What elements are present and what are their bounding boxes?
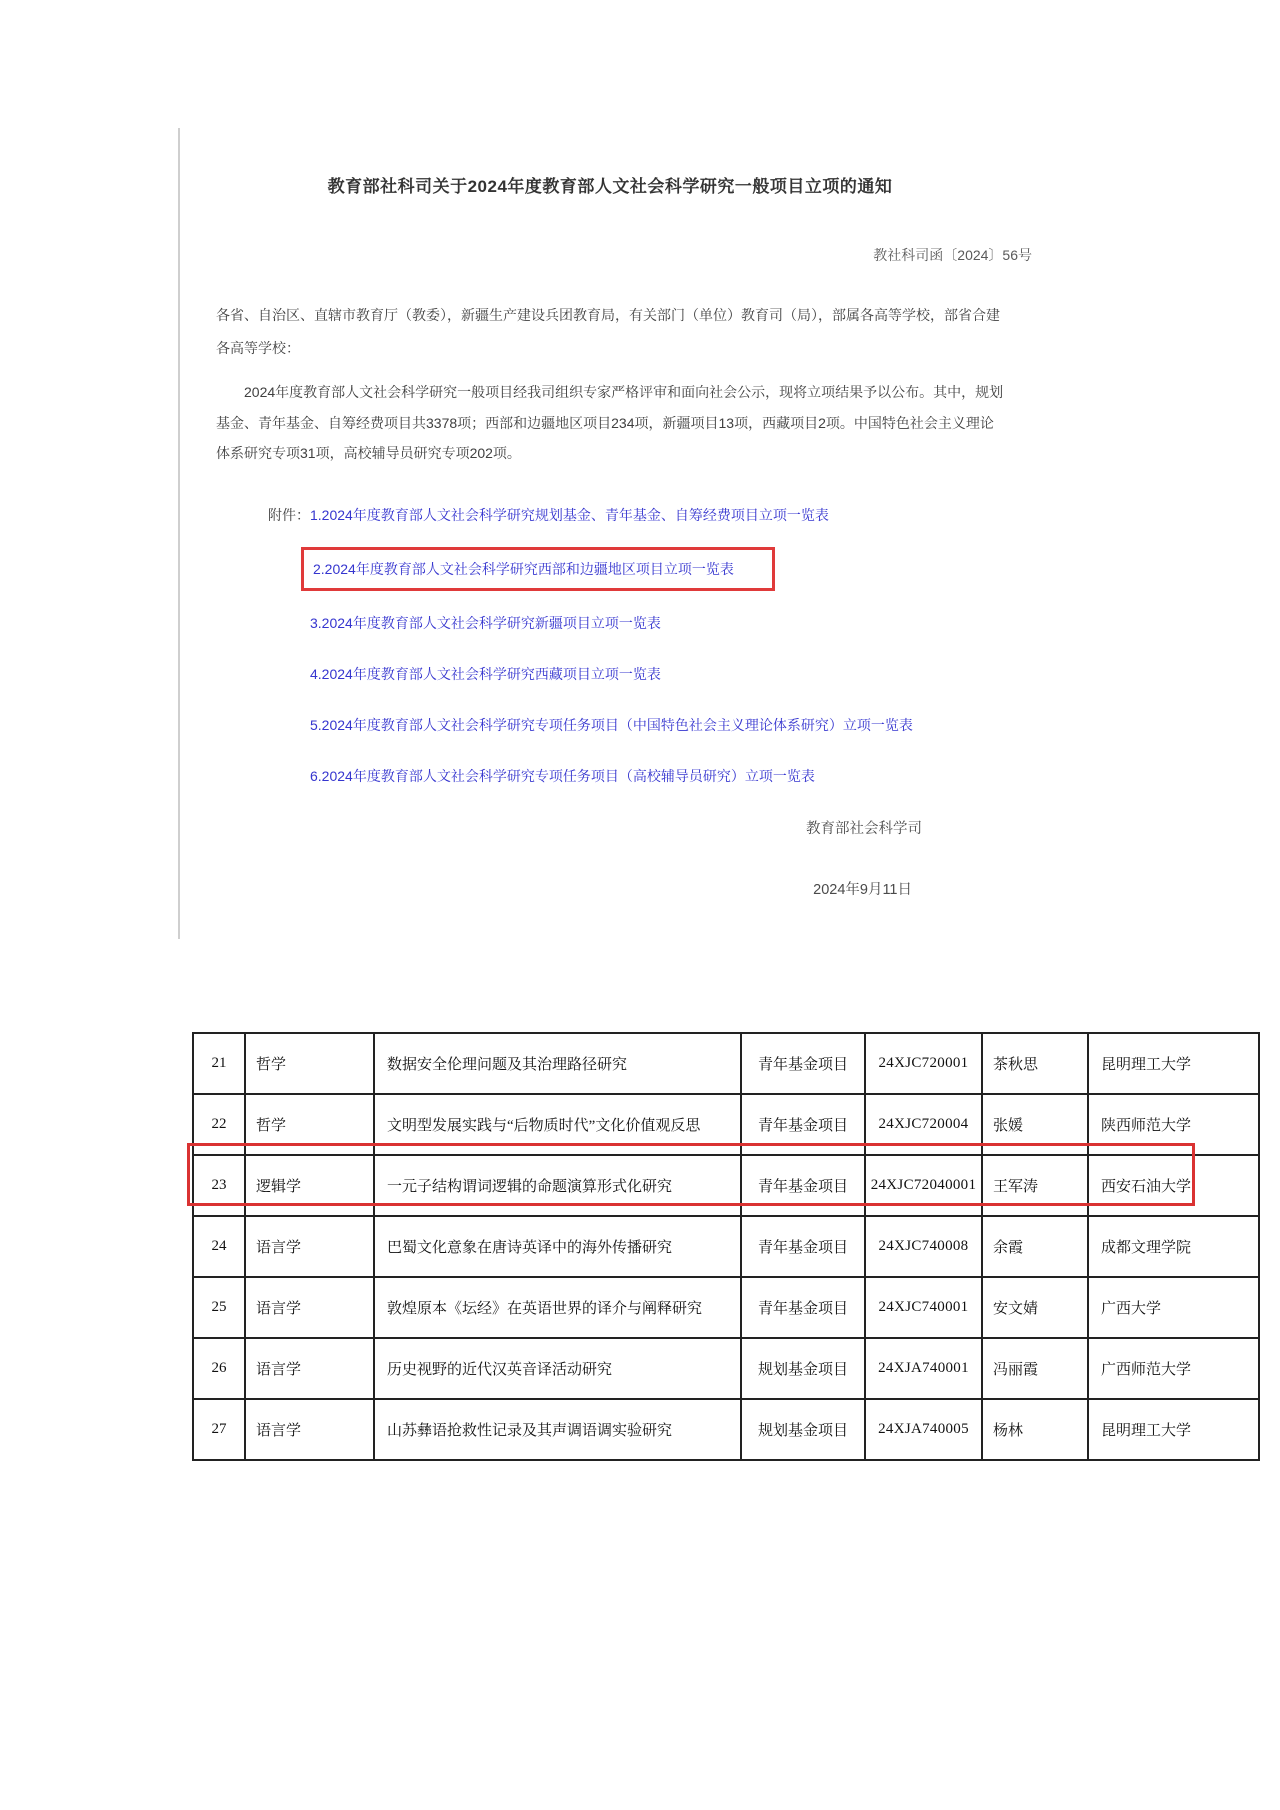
- cell-discipline: 逻辑学: [245, 1155, 374, 1216]
- signature-date: 2024年9月11日: [813, 882, 912, 899]
- cell-project-title: 文明型发展实践与“后物质时代”文化价值观反思: [374, 1094, 741, 1155]
- attachment-link-5[interactable]: 5.2024年度教育部人文社会科学研究专项任务项目（中国特色社会主义理论体系研究）立项一览表: [310, 717, 913, 734]
- document-number: 教社科司函〔2024〕56号: [873, 247, 1032, 263]
- cell-project-type: 青年基金项目: [741, 1094, 865, 1155]
- body-paragraph: 2024年度教育部人文社会科学研究一般项目经我司组织专家严格评审和面向社会公示，现将立项结果予以公布。其中，规划基金、青年基金、自筹经费项目共3378项；西部和边疆地区项目234项，新疆项目13项，西藏项目2项。中国特色社会主义理论体系研究专项31项，高校辅导员研究专项202项。: [216, 383, 1004, 462]
- cell-leader-name: 余霞: [982, 1216, 1088, 1277]
- cell-leader-name: 茶秋思: [982, 1033, 1088, 1094]
- cell-row-number: 22: [193, 1094, 245, 1155]
- cell-discipline: 语言学: [245, 1216, 374, 1277]
- notice-document: [178, 128, 1034, 939]
- attachment-link-2[interactable]: 2.2024年度教育部人文社会科学研究西部和边疆地区项目立项一览表: [313, 561, 734, 578]
- attachment-row-2: [268, 556, 1034, 582]
- cell-university: 广西师范大学: [1088, 1338, 1259, 1399]
- cell-row-number: 23: [193, 1155, 245, 1216]
- cell-leader-name: 杨林: [982, 1399, 1088, 1460]
- table-row: [193, 1094, 1259, 1155]
- attachment-link-6[interactable]: 6.2024年度教育部人文社会科学研究专项任务项目（高校辅导员研究）立项一览表: [310, 768, 815, 785]
- table-row: [193, 1277, 1259, 1338]
- cell-project-code: 24XJC720001: [865, 1033, 982, 1094]
- table-row: [193, 1216, 1259, 1277]
- table-row: [193, 1338, 1259, 1399]
- attachment-row-3: [268, 613, 1034, 633]
- cell-project-title: 山苏彝语抢救性记录及其声调语调实验研究: [374, 1399, 741, 1460]
- cell-university: 成都文理学院: [1088, 1216, 1259, 1277]
- cell-leader-name: 冯丽霞: [982, 1338, 1088, 1399]
- cell-project-code: 24XJC720004: [865, 1094, 982, 1155]
- table-row: [193, 1033, 1259, 1094]
- cell-project-code: 24XJC740001: [865, 1277, 982, 1338]
- projects-table: [192, 1032, 1260, 1461]
- cell-project-type: 青年基金项目: [741, 1033, 865, 1094]
- table-row: [193, 1399, 1259, 1460]
- cell-project-type: 规划基金项目: [741, 1399, 865, 1460]
- cell-project-code: 24XJC740008: [865, 1216, 982, 1277]
- attachment-row-6: [268, 766, 1034, 786]
- highlight-box-attachment-2: [301, 547, 775, 591]
- attachment-row-1: [268, 505, 1034, 525]
- cell-university: 昆明理工大学: [1088, 1033, 1259, 1094]
- cell-leader-name: 王军涛: [982, 1155, 1088, 1216]
- cell-university: 西安石油大学: [1088, 1155, 1259, 1216]
- projects-table-container: [192, 1032, 1190, 1461]
- notice-title: 教育部社科司关于2024年度教育部人文社会科学研究一般项目立项的通知: [327, 177, 893, 196]
- cell-project-code: 24XJA740005: [865, 1399, 982, 1460]
- cell-leader-name: 张媛: [982, 1094, 1088, 1155]
- cell-project-title: 敦煌原本《坛经》在英语世界的译介与阐释研究: [374, 1277, 741, 1338]
- cell-project-code: 24XJA740001: [865, 1338, 982, 1399]
- cell-project-title: 一元子结构谓词逻辑的命题演算形式化研究: [374, 1155, 741, 1216]
- cell-university: 昆明理工大学: [1088, 1399, 1259, 1460]
- cell-row-number: 25: [193, 1277, 245, 1338]
- cell-discipline: 哲学: [245, 1033, 374, 1094]
- attachment-row-5: [268, 715, 1034, 735]
- attachment-link-4[interactable]: 4.2024年度教育部人文社会科学研究西藏项目立项一览表: [310, 666, 661, 683]
- attachments-label: 附件：: [268, 507, 310, 524]
- cell-project-type: 规划基金项目: [741, 1338, 865, 1399]
- cell-university: 广西大学: [1088, 1277, 1259, 1338]
- attachment-link-3[interactable]: 3.2024年度教育部人文社会科学研究新疆项目立项一览表: [310, 615, 661, 632]
- cell-project-type: 青年基金项目: [741, 1277, 865, 1338]
- cell-project-code: 24XJC72040001: [865, 1155, 982, 1216]
- cell-project-type: 青年基金项目: [741, 1155, 865, 1216]
- signature-department: 教育部社会科学司: [806, 821, 922, 838]
- cell-discipline: 语言学: [245, 1399, 374, 1460]
- cell-project-title: 数据安全伦理问题及其治理路径研究: [374, 1033, 741, 1094]
- cell-row-number: 24: [193, 1216, 245, 1277]
- cell-project-type: 青年基金项目: [741, 1216, 865, 1277]
- salutation-paragraph: 各省、自治区、直辖市教育厅（教委），新疆生产建设兵团教育局，有关部门（单位）教育司（局），部属各高等学校，部省合建各高等学校：: [216, 307, 1000, 356]
- cell-row-number: 21: [193, 1033, 245, 1094]
- cell-leader-name: 安文婧: [982, 1277, 1088, 1338]
- cell-row-number: 27: [193, 1399, 245, 1460]
- cell-discipline: 语言学: [245, 1277, 374, 1338]
- attachment-list: [216, 505, 1034, 786]
- cell-discipline: 语言学: [245, 1338, 374, 1399]
- cell-university: 陕西师范大学: [1088, 1094, 1259, 1155]
- cell-project-title: 历史视野的近代汉英音译活动研究: [374, 1338, 741, 1399]
- table-row-highlighted: [193, 1155, 1259, 1216]
- cell-discipline: 哲学: [245, 1094, 374, 1155]
- attachment-row-4: [268, 664, 1034, 684]
- attachment-link-1[interactable]: 1.2024年度教育部人文社会科学研究规划基金、青年基金、自筹经费项目立项一览表: [310, 507, 829, 524]
- cell-project-title: 巴蜀文化意象在唐诗英译中的海外传播研究: [374, 1216, 741, 1277]
- cell-row-number: 26: [193, 1338, 245, 1399]
